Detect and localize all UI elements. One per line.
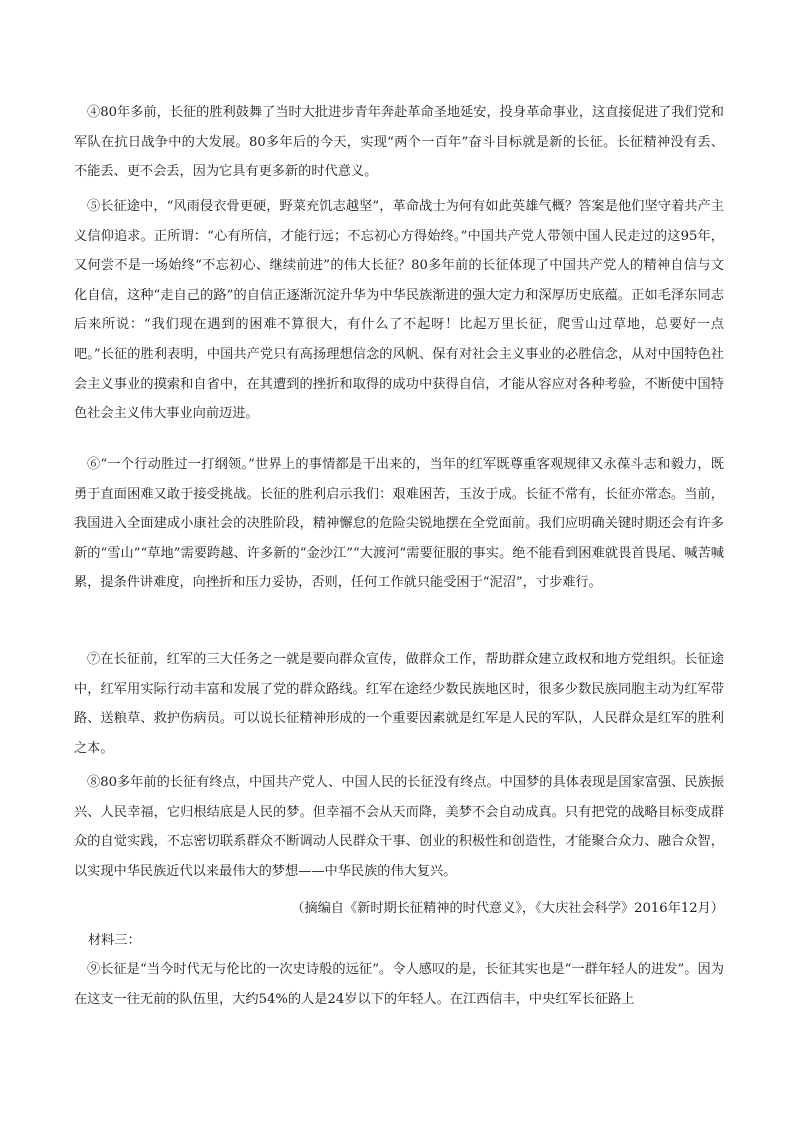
paragraph-5: ⑤长征途中，“风雨侵衣骨更硬，野菜充饥志越坚”，革命战士为何有如此英雄气概？答案是他们坚守着共产主义信仰追求。正所谓：“心有所信，才能行远；不忘初心方得始终。”中国共产党人带领中国人民走过的这95年，又何尝不是一场始终“不忘初心、继续前进”的伟大长征？80多年前的长征体现了中国共产党人的精神自信与文化自信，这种“走自己的路”的自信正逐渐沉淀升华为中华民族渐进的强大定力和深厚历史底蕴。正如毛泽东同志后来所说：“我们现在遇到的困难不算很大，有什么了不起呀！比起万里长征，爬雪山过草地，总要好一点吧。”长征的胜利表明，中国共产党只有高扬理想信念的风帆、保有对社会主义事业的必胜信念，从对中国特色社会主义事业的摸索和自省中，在其遭到的挫折和取得的成功中获得自信，才能从容应对各种考验，不断使中国特色社会主义伟大事业向前迈进。 [74, 199, 724, 422]
material-3-label: 材料三： [88, 933, 141, 948]
paragraph-9: ⑨长征是“当今时代无与伦比的一次史诗般的远征”。令人感叹的是，长征其实也是“一群年轻人的进发”。因为在这支一往无前的队伍里，大约54%的人是24岁以下的年轻人。在江西信丰，中央红军长征路上 [74, 962, 724, 1007]
paragraph-8: ⑧80多年前的长征有终点，中国共产党人、中国人民的长征没有终点。中国梦的具体表现是国家富强、民族振兴、人民幸福，它归根结底是人民的梦。但幸福不会从天而降，美梦不会自动成真。只有把党的战略目标变成群众的自觉实践，不忘密切联系群众不断调动人民群众干事、创业的积极性和创造性，才能聚合众力、融合众智，以实现中华民族近代以来最伟大的梦想——中华民族的伟大复兴。 [74, 775, 724, 879]
source-citation: （摘编自《新时期长征精神的时代意义》，《大庆社会科学》2016年12月） [291, 901, 724, 916]
paragraph-7: ⑦在长征前，红军的三大任务之一就是要向群众宣传，做群众工作，帮助群众建立政权和地方党组织。长征途中，红军用实际行动丰富和发展了党的群众路线。红军在途经少数民族地区时，很多少数民族同胞主动为红军带路、送粮草、救护伤病员。可以说长征精神形成的一个重要因素就是红军是人民的军队，人民群众是红军的胜利之本。 [74, 652, 724, 756]
paragraph-4: ④80年多前，长征的胜利鼓舞了当时大批进步青年奔赴革命圣地延安，投身革命事业，这直接促进了我们党和军队在抗日战争中的大发展。80多年后的今天，实现“两个一百年”奋斗目标就是新的长征。长征精神没有丢、不能丢、更不会丢，因为它具有更多新的时代意义。 [74, 105, 724, 180]
paragraph-6: ⑥“一个行动胜过一打纲领。”世界上的事情都是干出来的，当年的红军既尊重客观规律又永葆斗志和毅力，既勇于直面困难又敢于接受挑战。长征的胜利启示我们：艰难困苦，玉汝于成。长征不常有，长征亦常态。当前，我国进入全面建成小康社会的决胜阶段，精神懈怠的危险尖锐地摆在全党面前。我们应明确关键时期还会有许多新的“雪山”“草地”需要跨越、许多新的“金沙江”“大渡河”需要征服的事实。绝不能看到困难就畏首畏尾、喊苦喊累，提条件讲难度，向挫折和压力妥协，否则，任何工作就只能受困于“泥沼”，寸步难行。 [74, 457, 724, 591]
